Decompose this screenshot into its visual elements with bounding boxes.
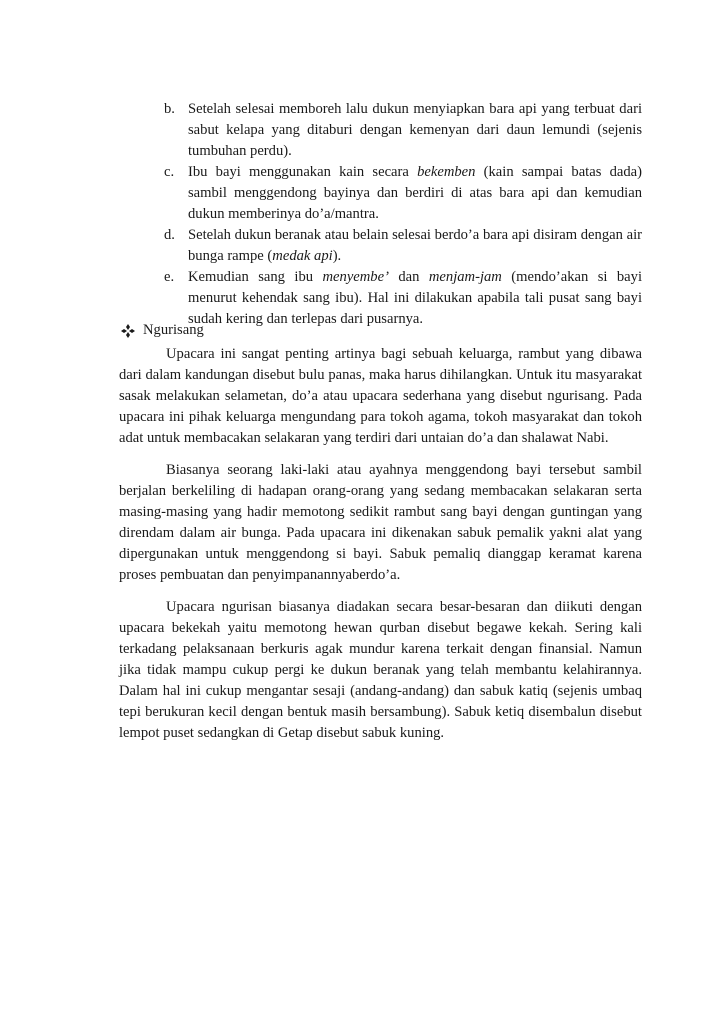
- section-heading-row: [121, 320, 204, 341]
- list-item: [164, 225, 642, 267]
- list-marker: b.: [164, 101, 175, 117]
- section-heading: Ngurisang: [143, 322, 204, 338]
- list-marker: e.: [164, 269, 175, 285]
- body-text: [119, 344, 642, 744]
- list-item-text: Setelah dukun beranak atau belain selesai berdo’a bara api disiram dengan air bunga rampe (medak api).: [188, 227, 642, 264]
- list-marker: d.: [164, 227, 175, 243]
- paragraph: Biasanya seorang laki-laki atau ayahnya menggendong bayi tersebut sambil berjalan berkeliling di hadapan orang-orang yang sedang membacakan selakaran serta masing-masing yang hadir memotong sedikit rambut sang bayi dengan guntingan yang direndam dalam air bunga. Pada upacara ini dikenakan sabuk pemalik yakni alat yang dipergunakan untuk menggendong si bayi. Sabuk pemaliq dianggap keramat karena proses pembuatan dan penyimpanannyaberdo’a.: [119, 462, 642, 583]
- list-marker: c.: [164, 164, 175, 180]
- list-item: [164, 99, 642, 162]
- diamond-bullet-icon: [121, 324, 135, 338]
- paragraph: Upacara ini sangat penting artinya bagi sebuah keluarga, rambut yang dibawa dari dalam kandungan disebut bulu panas, maka harus dihilangkan. Untuk itu masyarakat sasak melakukan selametan, do’a atau upacara sederhana yang disebut ngurisang. Pada upacara ini pihak keluarga mengundang para tokoh agama, tokoh masyarakat dan tokoh adat untuk membacakan selakaran yang terdiri dari untaian do’a dan shalawat Nabi.: [119, 346, 642, 446]
- list-item-text: Ibu bayi menggunakan kain secara bekemben (kain sampai batas dada) sambil menggendong bayinya dan berdiri di atas bara api dan kemudian dukun memberinya do’a/mantra.: [188, 164, 643, 222]
- procedure-list: [164, 99, 642, 330]
- list-item-text: Kemudian sang ibu menyembe’ dan menjam-jam (mendo’akan si bayi menurut kehendak sang ibu). Hal ini dilakukan apabila tali pusat sang bayi sudah kering dan terlepas dari pusarnya.: [188, 269, 643, 327]
- list-item: [164, 162, 642, 225]
- list-item-text: Setelah selesai memboreh lalu dukun menyiapkan bara api yang terbuat dari sabut kelapa yang ditaburi dengan kemenyan dari daun lemundi (sejenis tumbuhan perdu).: [188, 101, 642, 159]
- paragraph: Upacara ngurisan biasanya diadakan secara besar-besaran dan diikuti dengan upacara bekekah yaitu memotong hewan qurban disebut begawe kekah. Sering kali terkadang pelaksanaan berkuris agak mundur karena terkait dengan finansial. Namun jika tidak mampu cukup pergi ke dukun beranak yang telah membantu kelahirannya. Dalam hal ini cukup mengantar sesaji (andang-andang) dan sabuk katiq (sejenis umbaq tepi berukuran kecil dengan bentuk masih bersambung). Sabuk ketiq disembalun disebut lempot puset sedangkan di Getap disebut sabuk kuning.: [119, 599, 642, 741]
- list-item: [164, 267, 642, 330]
